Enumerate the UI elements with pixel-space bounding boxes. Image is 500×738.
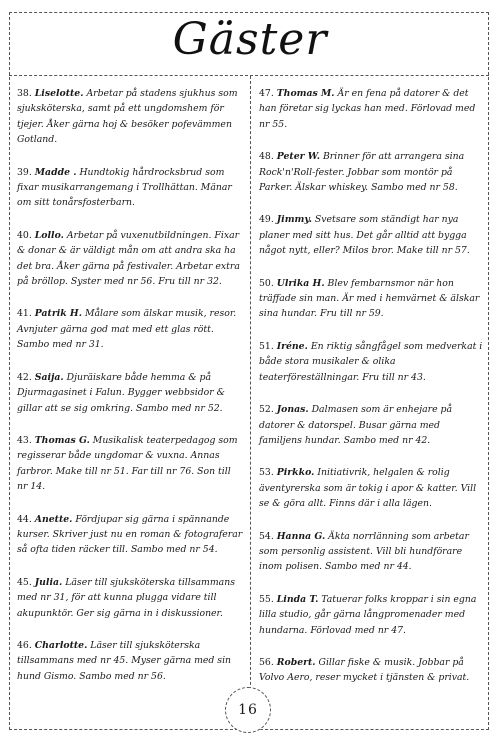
guest-entry xyxy=(17,575,243,621)
guest-name: Ulrika H. xyxy=(276,277,325,289)
guest-entry xyxy=(259,339,485,385)
guest-name: Thomas M. xyxy=(276,88,335,99)
guest-entry xyxy=(259,465,485,511)
guest-description: Gillar fiske & musik. Jobbar på Volvo Aero, reser mycket i tjänsten & privat. xyxy=(259,656,470,684)
guest-entry xyxy=(259,212,485,258)
guest-entry xyxy=(259,529,485,575)
guest-description: Arbetar på vuxenutbildningen. Fixar & donar & är väldigt mån om att andra ska ha det bra. Åker gärna på festivaler. Arbetar extra på bröllop. Syster med nr 56. Fru till nr 32. xyxy=(17,229,240,288)
guest-number: 55. xyxy=(259,593,274,605)
guest-number: 42. xyxy=(17,371,32,383)
guest-name: Patrik H. xyxy=(34,308,82,320)
guest-entry xyxy=(259,655,485,686)
guest-name: Linda T. xyxy=(276,593,319,605)
guest-description: Är en fena på datorer & det han företar sig lyckas han med. Förlovad med nr 55. xyxy=(259,88,476,130)
guest-column-left xyxy=(17,86,243,701)
guest-number: 48. xyxy=(259,151,274,163)
column-divider xyxy=(250,76,251,730)
guest-description: Dalmasen som är enhejare på datorer & datorspel. Busar gärna med familjens hundar. Sambo med nr 42. xyxy=(259,404,453,446)
guest-entry xyxy=(17,370,243,416)
guest-number: 56. xyxy=(259,656,274,668)
guest-description: Svetsare som ständigt har nya planer med sitt hus. Det går alltid att bygga något nytt, eller? Milos bror. Make till nr 57. xyxy=(259,214,470,257)
guest-number: 53. xyxy=(259,467,274,479)
guest-number: 47. xyxy=(259,88,274,99)
guest-number: 40. xyxy=(17,229,32,241)
guest-description: Målare som älskar musik, resor. Avnjuter gärna god mat med ett glas rött. Sambo med nr 31. xyxy=(17,308,237,351)
guest-name: Thomas G. xyxy=(34,434,90,446)
guest-number: 54. xyxy=(259,530,274,542)
guest-description: Fördjupar sig gärna i spännande kurser. Skriver just nu en roman & fotograferar så ofta tiden räcker till. Sambo med nr 54. xyxy=(17,513,243,556)
guest-entry xyxy=(17,228,243,290)
guest-name: Lollo. xyxy=(34,229,64,241)
guest-description: Blev fembarnsmor när hon träffade sin man. Är med i hemvärnet & älskar sina hundar. Fru till nr 59. xyxy=(259,277,480,320)
guest-entry xyxy=(259,402,485,448)
guest-description: Hundtokig hårdrocksbrud som fixar musikarrangemang i Trollhättan. Mänar om sitt tonårsfosterbarn. xyxy=(17,166,232,209)
guest-name: Julia. xyxy=(34,576,63,588)
page-title: Gäster xyxy=(172,14,328,65)
guest-number: 41. xyxy=(17,308,32,320)
guest-description: Musikalisk teaterpedagog som regisserar både ungdomar & vuxna. Annas farbror. Make till nr 51. Far till nr 76. Son till nr 14. xyxy=(17,434,238,493)
guest-entry xyxy=(259,149,485,195)
guest-entry xyxy=(17,306,243,352)
guest-number: 39. xyxy=(17,166,32,178)
guest-name: Pirkko. xyxy=(276,467,315,479)
guest-name: Jonas. xyxy=(276,404,309,416)
guest-name: Anette. xyxy=(34,513,73,525)
guest-entry xyxy=(17,512,243,558)
guest-description: Läser till sjuksköterska tillsammans med nr 31, för att kunna plugga vidare till akupunktör. Ger sig gärna in i diskussioner. xyxy=(17,576,235,619)
guest-name: Peter W. xyxy=(276,151,320,163)
guest-entry xyxy=(17,86,243,148)
guest-number: 43. xyxy=(17,434,32,446)
guest-entry xyxy=(259,276,485,322)
guest-entry xyxy=(259,86,485,132)
guest-description: Brinner för att arrangera sina Rock'n'Roll-fester. Jobbar som montör på Parker. Älskar whiskey. Sambo med nr 58. xyxy=(259,151,465,194)
guest-name: Madde . xyxy=(34,166,77,178)
guest-name: Saija. xyxy=(34,371,64,383)
guest-description: Tatuerar folks kroppar i sin egna lilla studio, går gärna långpromenader med hundarna. Förlovad med nr 47. xyxy=(259,593,477,636)
guest-number: 46. xyxy=(17,639,32,651)
guest-description: Arbetar på stadens sjukhus som sjuksköterska, samt på ett ungdomshem för tjejer. Åker gärna hoj & besöker pofevämmen Gotland. xyxy=(17,88,238,146)
guest-number: 52. xyxy=(259,404,274,416)
guest-name: Iréne. xyxy=(276,340,308,352)
guest-name: Liselotte. xyxy=(34,88,84,99)
guest-name: Robert. xyxy=(276,656,316,668)
guest-entry xyxy=(17,433,243,495)
guest-number: 50. xyxy=(259,277,274,289)
guest-description: Djuräiskare både hemma & på Djurmagasinet i Falun. Bygger webbsidor & gillar att se sig omkring. Sambo med nr 52. xyxy=(17,371,225,414)
guest-entry xyxy=(259,592,485,638)
guest-number: 45. xyxy=(17,576,32,588)
guest-name: Charlotte. xyxy=(34,639,88,651)
guest-number: 49. xyxy=(259,214,274,226)
guest-column-right xyxy=(259,86,485,703)
guest-description: En riktig sångfågel som medverkat i både stora musikaler & olika teaterföreställningar. Fru till nr 43. xyxy=(259,340,483,383)
guest-entry xyxy=(17,165,243,211)
guest-name: Hanna G. xyxy=(276,530,326,542)
guest-name: Jimmy. xyxy=(276,214,312,226)
title-divider xyxy=(9,75,489,76)
guest-description: Läser till sjuksköterska tillsammans med nr 45. Myser gärna med sin hund Gismo. Sambo med nr 56. xyxy=(17,639,232,682)
page-number: 16 xyxy=(225,687,271,733)
guest-number: 44. xyxy=(17,513,32,525)
guest-description: Äkta norrlänning som arbetar som personlig assistent. Vill bli hundförare inom polisen. Sambo med nr 44. xyxy=(259,530,469,573)
guest-entry xyxy=(17,638,243,684)
guest-description: Initiativrik, helgalen & rolig äventyrerska som är tokig i apor & katter. Vill se & göra allt. Finns där i alla lägen. xyxy=(259,467,477,510)
guest-number: 51. xyxy=(259,340,274,352)
guest-number: 38. xyxy=(17,88,32,99)
